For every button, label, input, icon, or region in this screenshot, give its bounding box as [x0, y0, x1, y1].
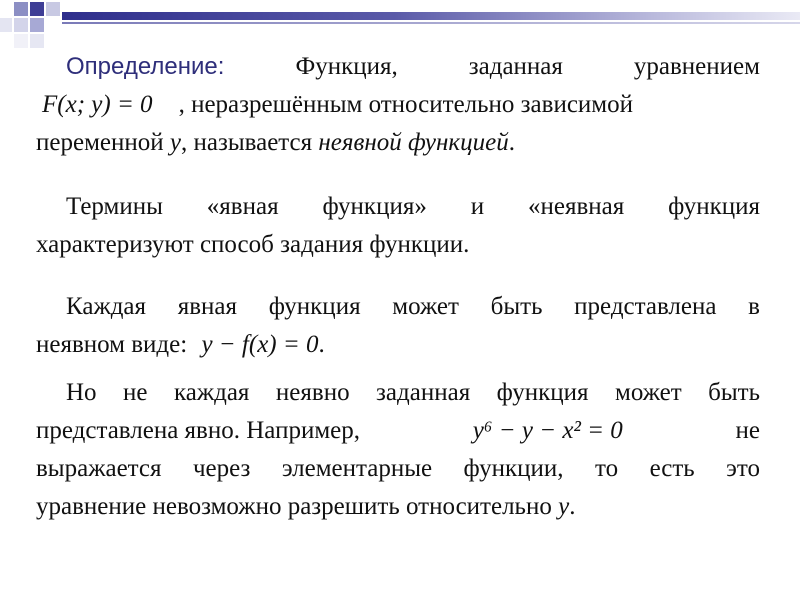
decor-square [30, 2, 44, 16]
decor-square [0, 18, 12, 32]
header-bar [62, 12, 800, 20]
definition-line-1 [36, 48, 760, 86]
definition-line-2 [36, 86, 760, 124]
explicit-line-1 [36, 288, 760, 326]
definition-word: уравнением [633, 53, 760, 80]
implicit-text: . [569, 493, 576, 520]
defined-term: неявной функцией [318, 129, 509, 156]
variable-y: y [169, 129, 181, 156]
definition-line-3 [36, 124, 760, 162]
implicit-text: уравнение невозможно разрешить относительно [36, 493, 552, 520]
explicit-paragraph [36, 288, 760, 364]
implicit-paragraph [36, 374, 760, 526]
implicit-equation-formula: F(x; y) = 0 [42, 91, 153, 118]
implicit-text: представлена явно. Например, [36, 417, 360, 444]
explicit-text: неявном виде: [36, 331, 188, 358]
decor-square [30, 18, 44, 32]
decor-square [14, 18, 28, 32]
definition-text: , называется [180, 129, 313, 156]
terms-text: Термины «явная функция» и «неявная функция [66, 193, 760, 220]
terms-paragraph [36, 188, 760, 264]
decor-square [14, 2, 28, 16]
header-underline [62, 22, 800, 24]
variable-y: y [558, 493, 570, 520]
explicit-formula: y − f(x) = 0 [201, 331, 319, 358]
definition-word: заданная [468, 53, 563, 80]
explicit-line-2 [36, 326, 760, 364]
terms-line-2: характеризуют способ задания функции. [36, 231, 470, 258]
implicit-example-formula: y⁶ − y − x² = 0 [472, 417, 623, 444]
decor-square [14, 34, 28, 48]
implicit-line-3 [36, 450, 760, 488]
implicit-text: не [735, 417, 760, 444]
implicit-text: выражается через элементарные функции, то есть это [36, 455, 760, 482]
definition-word: Функция, [295, 53, 398, 80]
implicit-line-1 [36, 374, 760, 412]
definition-text: переменной [36, 129, 164, 156]
explicit-text: . [318, 331, 325, 358]
definition-paragraph [36, 48, 760, 162]
implicit-line-4 [36, 488, 760, 526]
definition-text: , неразрешённым относительно зависимой [178, 91, 634, 118]
explicit-text: Каждая явная функция может быть представлена в [66, 293, 760, 320]
terms-line-1 [36, 188, 760, 226]
implicit-text: Но не каждая неявно заданная функция может быть [66, 379, 760, 406]
definition-text: . [508, 129, 515, 156]
implicit-line-2 [36, 412, 760, 450]
definition-label: Определение: [66, 53, 225, 80]
decor-square [46, 2, 60, 16]
slide-content [36, 40, 760, 526]
